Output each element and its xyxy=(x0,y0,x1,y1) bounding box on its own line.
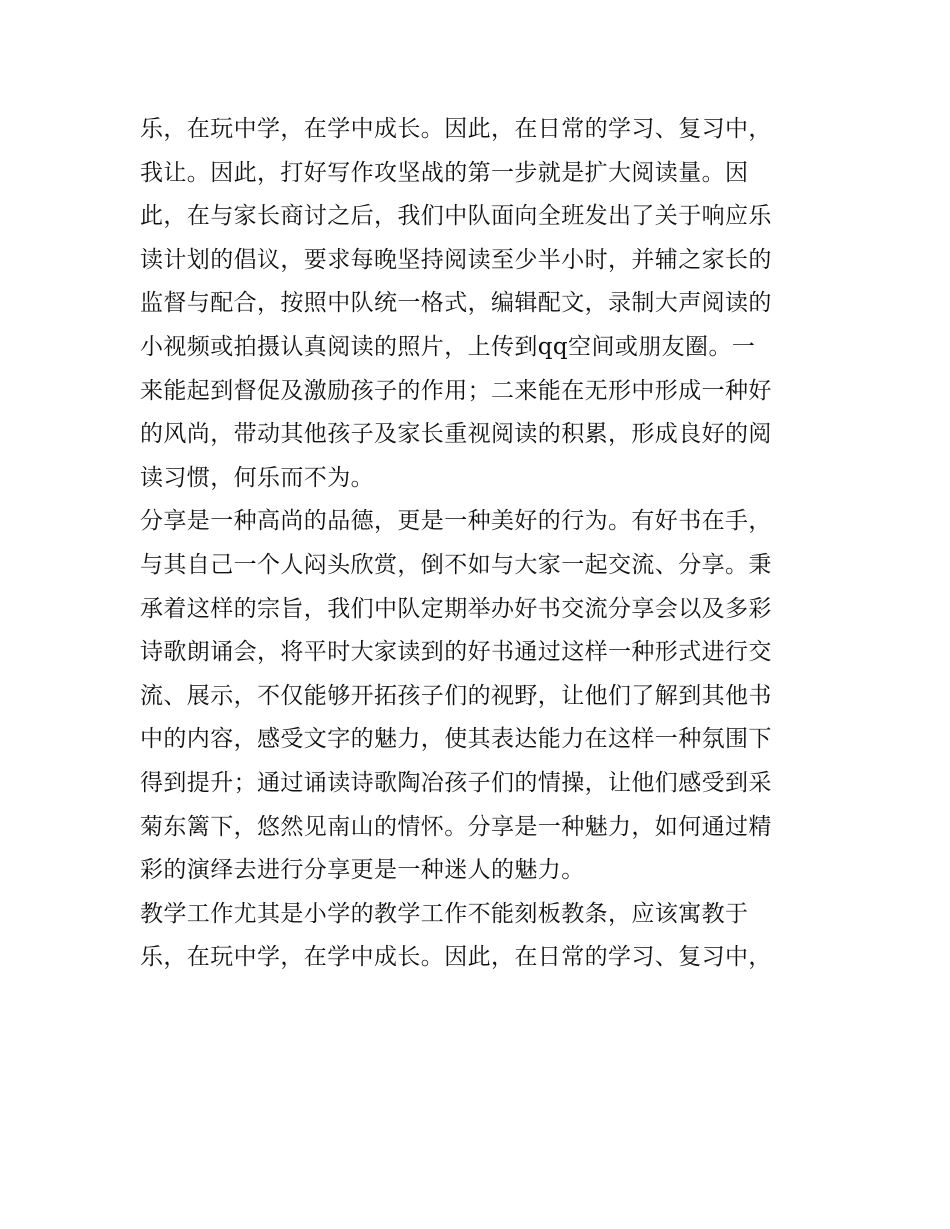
text-line: 菊东篱下，悠然见南山的情怀。分享是一种魅力，如何通过精 xyxy=(140,813,772,840)
text-line: 与其自己一个人闷头欣赏，倒不如与大家一起交流、分享。秉 xyxy=(140,551,772,578)
text-line: 分享是一种高尚的品德，更是一种美好的行为。有好书在手， xyxy=(140,508,772,535)
text-line: 中的内容，感受文字的魅力，使其表达能力在这样一种氛围下 xyxy=(140,726,772,753)
text-line: 读计划的倡议，要求每晚坚持阅读至少半小时，并辅之家长的 xyxy=(140,246,772,273)
text-line: 读习惯，何乐而不为。 xyxy=(140,464,374,491)
text-line: 此，在与家长商讨之后，我们中队面向全班发出了关于响应乐 xyxy=(140,203,772,230)
text-line: 来能起到督促及激励孩子的作用；二来能在无形中形成一种好 xyxy=(140,377,772,404)
text-line: 教学工作尤其是小学的教学工作不能刻板教条，应该寓教于 xyxy=(140,900,749,927)
text-line: 乐，在玩中学，在学中成长。因此，在日常的学习、复习中， xyxy=(140,944,772,971)
text-line: 小视频或拍摄认真阅读的照片，上传到qq空间或朋友圈。一 xyxy=(140,333,756,360)
body-text xyxy=(140,108,840,980)
text-line: 彩的演绎去进行分享更是一种迷人的魅力。 xyxy=(140,857,585,884)
text-line: 承着这样的宗旨，我们中队定期举办好书交流分享会以及多彩 xyxy=(140,595,772,622)
text-line: 的风尚，带动其他孩子及家长重视阅读的积累，形成良好的阅 xyxy=(140,421,772,448)
text-line: 流、展示，不仅能够开拓孩子们的视野，让他们了解到其他书 xyxy=(140,682,772,709)
text-line: 乐，在玩中学，在学中成长。因此，在日常的学习、复习中， xyxy=(140,116,772,142)
text-line: 监督与配合，按照中队统一格式，编辑配文，录制大声阅读的 xyxy=(140,290,772,317)
text-line: 我让。因此，打好写作攻坚战的第一步就是扩大阅读量。因 xyxy=(140,159,749,186)
text-line: 诗歌朗诵会，将平时大家读到的好书通过这样一种形式进行交 xyxy=(140,639,772,666)
text-line: 得到提升；通过诵读诗歌陶冶孩子们的情操，让他们感受到采 xyxy=(140,769,772,796)
